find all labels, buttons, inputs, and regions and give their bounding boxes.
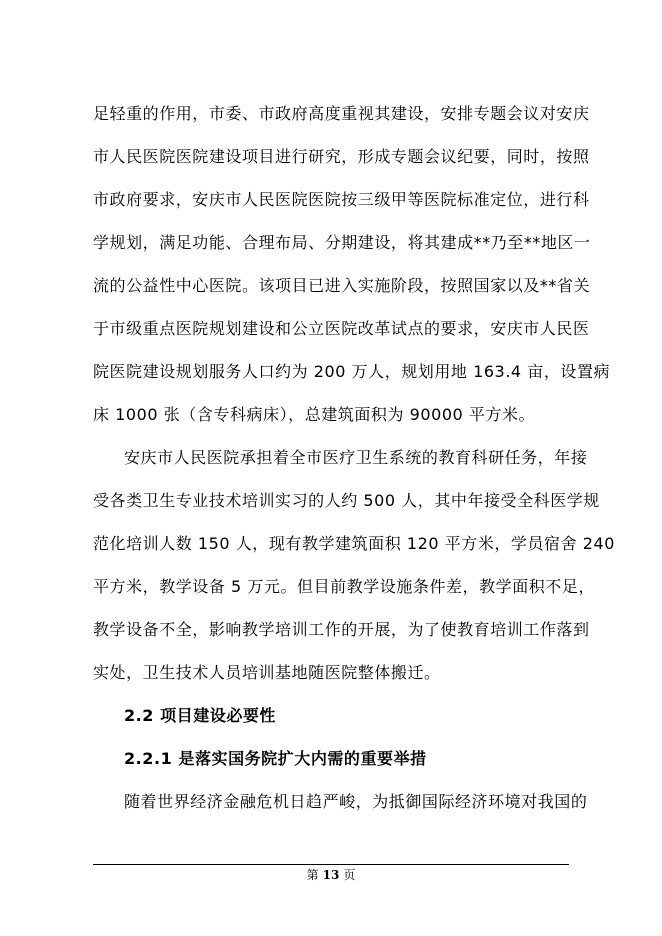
body-text-line: 平方米，教学设备 5 万元。但目前教学设施条件差，教学面积不足， [93,577,595,596]
page-label-suffix: 页 [343,868,356,882]
body-text-line: 市政府要求，安庆市人民医院医院按三级甲等医院标准定位，进行科 [93,190,590,209]
body-text-line: 流的公益性中心医院。该项目已进入实施阶段，按照国家以及**省关 [93,276,591,295]
body-text-line: 市人民医院医院建设项目进行研究，形成专题会议纪要，同时，按照 [93,147,590,166]
body-text-line: 受各类卫生专业技术培训实习的人约 500 人，其中年接受全科医学规 [93,491,600,510]
page-number: 13 [322,868,340,882]
section-heading: 2.2 项目建设必要性 [124,706,276,725]
subsection-heading: 2.2.1 是落实国务院扩大内需的重要举措 [124,749,427,768]
footer-divider [93,864,569,865]
body-text-line: 范化培训人数 150 人，现有教学建筑面积 120 平方米，学员宿舍 240 [93,534,615,553]
body-text-line: 学规划，满足功能、合理布局、分期建设，将其建成**乃至**地区一 [93,233,591,252]
body-text-line: 于市级重点医院规划建设和公立医院改革试点的要求，安庆市人民医 [93,319,590,338]
paragraph-start-line: 安庆市人民医院承担着全市医疗卫生系统的教育科研任务，年接 [124,448,588,467]
body-text-line: 床 1000 张（含专科病床），总建筑面积为 90000 平方米。 [93,405,536,424]
body-text-line: 足轻重的作用，市委、市政府高度重视其建设，安排专题会议对安庆 [93,104,590,123]
paragraph-start-line: 随着世界经济金融危机日趋严峻，为抵御国际经济环境对我国的 [124,792,588,811]
page-number-footer [0,867,662,883]
body-text-line: 实处，卫生技术人员培训基地随医院整体搬迁。 [93,663,441,682]
body-text-line: 教学设备不全，影响教学培训工作的开展，为了使教育培训工作落到 [93,620,590,639]
page-label-prefix: 第 [306,868,319,882]
body-text-line: 院医院建设规划服务人口约为 200 万人，规划用地 163.4 亩，设置病 [93,362,611,381]
